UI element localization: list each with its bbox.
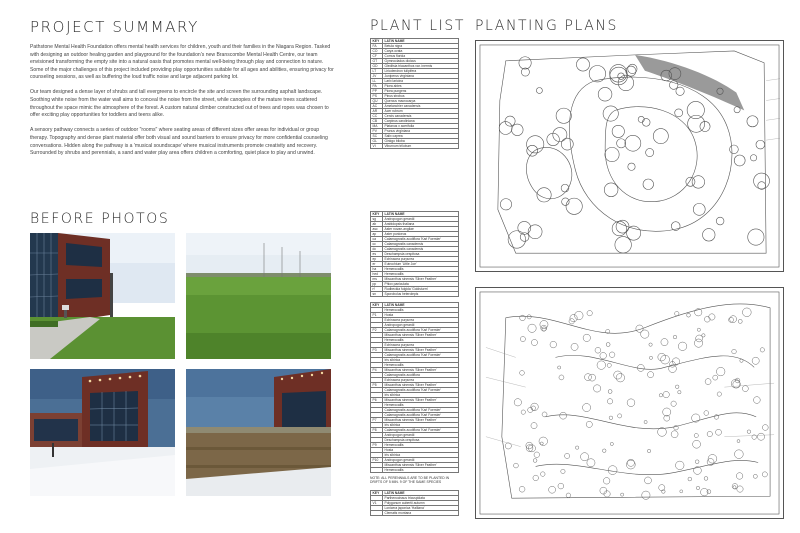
plant-latin-name: Picea pungens <box>383 89 459 94</box>
plant-latin-name: Lonicera japonica 'Halliana' <box>383 506 459 511</box>
col-latin-name-header: LATIN NAME <box>383 212 459 217</box>
plant-latin-name: Hemerocallis <box>383 468 459 473</box>
plant-key: ca <box>371 237 383 242</box>
plant-row <box>371 468 459 473</box>
plant-latin-name: Echinacea purpurea <box>383 318 459 323</box>
plant-key <box>371 511 383 516</box>
plant-latin-name: Hemerocallis <box>383 267 459 272</box>
planting-plan-trees-drawing <box>475 40 784 272</box>
plant-latin-name: Hosta <box>383 448 459 453</box>
plant-latin-name: Echinacea purpurea <box>383 343 459 348</box>
plant-latin-name: Carya ovata <box>383 49 459 54</box>
plant-list-trees-table <box>370 38 459 149</box>
plant-latin-name: Cornus florida <box>383 54 459 59</box>
plant-latin-name: Hemerocallis <box>383 308 459 313</box>
plant-key: SC <box>371 134 383 139</box>
plant-latin-name: Iris sibirica <box>383 423 459 428</box>
plant-key: P1 <box>371 313 383 318</box>
plant-latin-name: Calamagrostis acutiflora 'Karl Foerster' <box>383 413 459 418</box>
plant-latin-name: Hemerocallis <box>383 403 459 408</box>
plant-latin-name: Deschampsia cespitosa <box>383 252 459 257</box>
plant-key: asc <box>371 227 383 232</box>
plant-latin-name: Miscanthus sinensis 'Silver Feather' <box>383 398 459 403</box>
plant-latin-name: Carpinus caroliniana <box>383 119 459 124</box>
plant-key: dc <box>371 247 383 252</box>
plant-key: sg <box>371 217 383 222</box>
summary-paragraph-1: Pathstone Mental Health Foundation offers mental health services for children, youth and their families in the Niagara Region. Tasked with designing an outdoor healing garden and playground for the foundation's new Branscombe Mental Health Centre, our team envisioned transforming the empty site into a natural oasis that promotes mental well-being through play and connection to nature. Some of the major challenges of this project included providing play opportunities suitable for all ages and abilities, ensuring privacy for counseling sessions, as well as buffering the loud traffic noise and large adjacent parking lot. <box>30 44 334 81</box>
plant-latin-name: Pinus strobus <box>383 94 459 99</box>
plant-latin-name: Salix caprea <box>383 134 459 139</box>
plant-key: cc <box>371 242 383 247</box>
before-photo-winter-building <box>30 369 175 496</box>
plant-latin-name: Hemerocallis <box>383 338 459 343</box>
plant-latin-name: Liriodendron tulipifera <box>383 69 459 74</box>
plant-latin-name: Miscanthus sinensis 'Silver Feather' <box>383 418 459 423</box>
plant-key: ab <box>371 222 383 227</box>
summary-paragraph-2: Our team designed a dense layer of shrubs and tall evergreens to encircle the site and screen the surrounding asphalt landscape. Soothing white noise from the water wall aims to conceal the noise from the street, while canopies of the mature trees scattered throughout the space mimic the atmosphere of the forest. A custom natural climber constructed out of trees and ropes was chosen to offer exciting play opportunities for toddlers and teens alike. <box>30 89 329 119</box>
plant-latin-name: Clematis montana <box>383 511 459 516</box>
plant-latin-name: Rudbeckia fulgida 'Goldsturm' <box>383 287 459 292</box>
planting-note: NOTE: ALL PERENNIALS ARE TO BE PLANTED IN DRIFTS OF 5 MIN. 9 OF THE SAME SPECIES <box>370 476 450 485</box>
plant-latin-name: Calamagrostis canadensis <box>383 247 459 252</box>
plant-key: VI <box>371 144 383 149</box>
plant-key: P2 <box>371 328 383 333</box>
plant-latin-name: Gleditsia triacanthos var. inermis <box>383 64 459 69</box>
plant-latin-name: Calamagrostis acutiflora 'Karl Foerster' <box>383 388 459 393</box>
plant-latin-name: Andropogon gerardii <box>383 433 459 438</box>
project-summary-text <box>30 44 335 165</box>
plant-key: GL <box>371 139 383 144</box>
plant-key: P8 <box>371 428 383 433</box>
plant-key: es <box>371 252 383 257</box>
planting-plans-heading: PLANTING PLANS <box>475 18 618 34</box>
plant-key: GT <box>371 59 383 64</box>
plant-latin-name: Ginkgo biloba <box>383 139 459 144</box>
plant-latin-name: Amelanchier canadensis <box>383 104 459 109</box>
before-photo-winter-soil <box>186 369 331 496</box>
plant-latin-name: Betula nigra <box>383 44 459 49</box>
plant-latin-name: Parthenocissus tricuspidata <box>383 496 459 501</box>
plant-key: LT <box>371 69 383 74</box>
plant-latin-name: Quercus macrocarpa <box>383 99 459 104</box>
summary-paragraph-3: A sensory pathway connects a series of outdoor "rooms" where seating areas of different sizes offer areas for individual or group therapy. Topography and dense plant material offer both visual and sound barriers to ensure privacy for more confidential counseling conversations. Hidden along the pathway is a 'musical soundscape' where musical instruments promote creativity and recovery. Surrounded by shrubs and perennials, a sand and water play area offers children a comforting, quiet place to play and unwind. <box>30 127 328 157</box>
plant-key: P9 <box>371 443 383 448</box>
plant-latin-name: Eutrochium 'Little Joe' <box>383 262 459 267</box>
col-key-header: KEY <box>371 212 383 217</box>
before-photo-building-lawn <box>30 233 175 359</box>
plant-latin-name: Larix laricina <box>383 79 459 84</box>
plant-latin-name: Calamagrostis canadensis <box>383 242 459 247</box>
plant-latin-name: Hosta <box>383 313 459 318</box>
plant-latin-name: Miscanthus sinensis 'Silver Feather' <box>383 368 459 373</box>
plant-key: CB <box>371 119 383 124</box>
plant-key: JV <box>371 74 383 79</box>
plant-latin-name: Iris sibirica <box>383 358 459 363</box>
plant-key: PS <box>371 94 383 99</box>
plant-key: pp <box>371 282 383 287</box>
plant-key: ap <box>371 232 383 237</box>
plant-key: ms <box>371 277 383 282</box>
plant-latin-name: Andropogon gerardii <box>383 217 459 222</box>
plant-latin-name: Acer rubrum <box>383 109 459 114</box>
plant-key: GD <box>371 64 383 69</box>
plant-key: AR <box>371 109 383 114</box>
before-photo-empty-lawn <box>186 233 331 359</box>
plant-latin-name: Miscanthus sinensis 'Silver Feather' <box>383 383 459 388</box>
plant-key: PA <box>371 84 383 89</box>
plant-row <box>371 144 459 149</box>
plant-latin-name: Echinacea purpurea <box>383 257 459 262</box>
plant-key: CC <box>371 114 383 119</box>
plant-latin-name: Calamagrostis acutiflora 'Karl Foerster' <box>383 408 459 413</box>
plant-list-vines-table <box>370 490 459 516</box>
plant-latin-name: Echinacea purpurea <box>383 378 459 383</box>
plant-key: CO <box>371 49 383 54</box>
plant-row <box>371 511 459 516</box>
plant-key: QU <box>371 99 383 104</box>
plant-key: P7 <box>371 418 383 423</box>
col-key-header: KEY <box>371 39 383 44</box>
col-key-header: KEY <box>371 303 383 308</box>
plant-latin-name: Gymnocladus dioicus <box>383 59 459 64</box>
plant-latin-name: Calamagrostis acutiflora 'Karl Foerster' <box>383 328 459 333</box>
plant-latin-name: Hemerocallis <box>383 272 459 277</box>
col-latin-name-header: LATIN NAME <box>383 303 459 308</box>
plant-key: AC <box>371 104 383 109</box>
project-summary-heading: PROJECT SUMMARY <box>30 18 199 36</box>
plant-key: sn <box>371 292 383 297</box>
col-latin-name-header: LATIN NAME <box>383 491 459 496</box>
plant-latin-name: Miscanthus sinensis 'Silver Feather' <box>383 463 459 468</box>
plant-latin-name: Juniperus virginiana <box>383 74 459 79</box>
plant-latin-name: Platanus x acerifolia <box>383 124 459 129</box>
plant-latin-name: Miscanthus sinensis 'Silver Feather' <box>383 277 459 282</box>
plant-key: rf <box>371 287 383 292</box>
plant-key: P3 <box>371 348 383 353</box>
plant-row <box>371 292 459 297</box>
plant-key: P4 <box>371 368 383 373</box>
plant-latin-name: Andropogon gerardii <box>383 323 459 328</box>
plant-list-groups-table <box>370 302 459 473</box>
plant-key: CF <box>371 54 383 59</box>
plant-latin-name: Polygonum aubertii autumn <box>383 501 459 506</box>
plant-latin-name: Prunus virginiana <box>383 129 459 134</box>
plant-latin-name: Hemerocallis <box>383 443 459 448</box>
plant-latin-name: Iris sibirica <box>383 453 459 458</box>
plant-latin-name: Aster puniceus <box>383 232 459 237</box>
planting-plan-shrubs-drawing <box>475 287 784 519</box>
plant-latin-name: Miscanthus sinensis 'Silver Feather' <box>383 348 459 353</box>
plant-key: V1 <box>371 501 383 506</box>
plant-latin-name: Phlox paniculata <box>383 282 459 287</box>
plant-list-heading: PLANT LIST <box>370 18 465 34</box>
plant-latin-name: Andropogon gerardii <box>383 458 459 463</box>
plant-key: MA <box>371 124 383 129</box>
plant-key: P5 <box>371 383 383 388</box>
plant-latin-name: Cercis canadensis <box>383 114 459 119</box>
plant-latin-name: Calamagrostis acutiflora 'Karl Foerster' <box>383 237 459 242</box>
plant-latin-name: Calamagrostis acutiflora 'Karl Foerster' <box>383 428 459 433</box>
before-photos-heading: BEFORE PHOTOS <box>30 211 170 227</box>
plant-latin-name: Deschampsia cespitosa <box>383 438 459 443</box>
plant-latin-name: Sporobolus heterolepis <box>383 292 459 297</box>
plant-key: P10 <box>371 458 383 463</box>
plant-latin-name: Miscanthus sinensis 'Silver Feather' <box>383 333 459 338</box>
plant-latin-name: Hemerocallis <box>383 363 459 368</box>
plant-latin-name: Calamagrostis acutiflora <box>383 373 459 378</box>
plant-key: LL <box>371 79 383 84</box>
plant-key: PV <box>371 129 383 134</box>
plant-key: hed <box>371 272 383 277</box>
plant-latin-name: Calamagrostis acutiflora 'Karl Foerster' <box>383 353 459 358</box>
plant-latin-name: Arabidopsis thaliana <box>383 222 459 227</box>
plant-key: er <box>371 262 383 267</box>
plant-latin-name: Viburnum trilobum <box>383 144 459 149</box>
plant-list-shrubs-table <box>370 211 459 297</box>
plant-key: FA <box>371 44 383 49</box>
col-latin-name-header: LATIN NAME <box>383 39 459 44</box>
plant-latin-name: Picea abies <box>383 84 459 89</box>
col-key-header: KEY <box>371 491 383 496</box>
plant-latin-name: Iris sibirica <box>383 393 459 398</box>
plant-key: ep <box>371 257 383 262</box>
plant-key: P6 <box>371 398 383 403</box>
plant-key: PP <box>371 89 383 94</box>
plant-key: ha <box>371 267 383 272</box>
plant-key <box>371 468 383 473</box>
plant-latin-name: Aster novae-angliae <box>383 227 459 232</box>
